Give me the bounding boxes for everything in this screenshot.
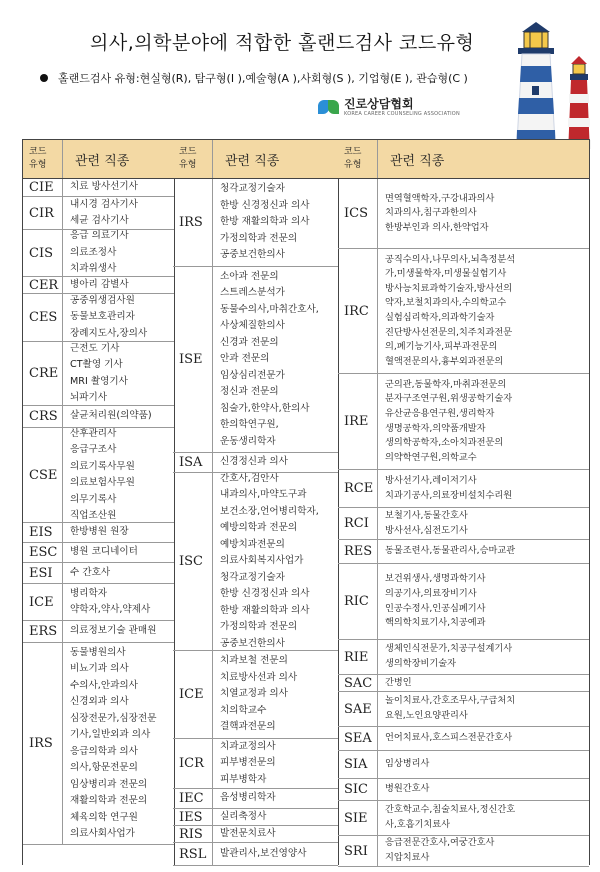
holland-code: CIR [23,197,63,229]
job-line: 응급의학과 의사 [70,745,138,757]
job-line: 신경외과 의사 [70,696,129,707]
table-row [173,826,338,843]
holland-code: RES [338,540,378,563]
holland-code: ISC [173,473,213,650]
table-row [23,277,174,294]
holland-legend [40,70,468,86]
table-row [173,179,338,267]
job-line: 분자구조연구원,위생공학기술자 [385,393,513,405]
job-line: 공중보건한의사 [220,249,285,261]
job-line: 스트레스분석가 [220,287,285,299]
related-jobs [213,267,338,452]
job-line: 병원 코디네이터 [70,546,138,558]
job-line: 동물조련사,동물관리사,승마교관 [385,545,516,557]
related-jobs [63,294,174,341]
related-jobs [378,374,589,469]
holland-code: ICE [23,584,63,620]
job-line: 한방 신경정신과 의사 [220,199,310,211]
job-line: 공직수의사,나무의사,뇌측정분석 [385,253,516,265]
job-line: 피부병학자 [220,773,267,785]
table-row [338,801,589,836]
job-line: 생의학공학자,소아치과전문의 [385,437,504,449]
table-row [173,473,338,651]
job-line: 의약학연구원,의학교수 [385,451,477,463]
table-row [338,540,589,564]
header-code [173,140,213,178]
job-line: 발전문치료사 [220,827,276,839]
header-code [338,140,378,178]
job-line: 사상체질한의사 [220,320,285,332]
table-column-2 [173,139,339,865]
job-line: 정신과 전문의 [220,386,279,398]
holland-code: ICS [338,179,378,248]
related-jobs [378,640,589,674]
job-line: 공중위생검사원 [70,294,135,306]
job-line: 사,호흡기치료사 [385,819,451,830]
holland-code: SAE [338,692,378,726]
job-line: 임상심리전문가 [220,369,285,381]
related-jobs [378,801,589,835]
holland-code: SIA [338,751,378,778]
header-code-line2: 유형 [179,160,197,170]
table-row [23,584,174,621]
holland-code: IRS [23,643,63,844]
related-jobs [213,843,338,865]
job-line: 장례지도사,장의사 [70,327,148,339]
table-row [23,543,174,563]
holland-code: IRE [338,374,378,469]
job-line: 피부병전문의 [220,757,276,769]
job-line: 의,폐기능기사,피부과전문의 [385,341,498,353]
table-row [23,621,174,643]
related-jobs [378,727,589,750]
job-line: 내시경 검사기사 [70,198,138,210]
related-jobs [213,809,338,825]
job-line: 유산균응용연구원,생리학자 [385,407,495,419]
related-jobs [63,406,174,427]
holland-code: RCE [338,470,378,507]
related-jobs [213,739,338,788]
header-jobs: 관련 직종 [390,153,445,169]
job-line: 핵의학치료기사,치공예과 [385,617,486,629]
job-line: 한방 재활의학과 의사 [220,216,310,228]
job-line: 운동생리학자 [220,435,276,447]
job-line: 인공수정사,인공심폐기사 [385,602,486,614]
job-line: 세균 검사기사 [70,215,129,226]
job-line: 치료 방사선기사 [70,181,138,193]
job-line: 생의학장비기술자 [385,658,457,669]
job-line: 치과기공사,의료장비설치수리원 [385,489,513,501]
job-line: 놀이치료사,간호조무사,구급처치 [385,695,516,707]
table-row [338,508,589,540]
job-line: 실험심리학자,의과학기술자 [385,312,495,323]
job-line: 재활의학과 전문의 [70,795,148,806]
table-row [338,249,589,374]
job-line: 치료방사선과 의사 [220,671,298,683]
job-line: 예방치과전문의 [220,538,285,550]
related-jobs [378,692,589,726]
holland-code: EIS [23,523,63,542]
job-line: 의료사회복지사업가 [220,555,304,567]
table-row [338,692,589,727]
job-line: 응급구조사 [70,444,117,455]
related-jobs [63,643,174,844]
job-line: 산후관리사 [70,428,117,439]
logo-name: 진로상담협회 [344,96,414,111]
job-line: 청각교정기술자 [220,571,285,583]
related-jobs [213,453,338,472]
related-jobs [378,508,589,539]
related-jobs [378,751,589,778]
header-jobs: 관련 직종 [225,153,280,169]
job-line: 기사,일반외과 의사 [70,729,151,740]
table-row [23,294,174,342]
job-line: 치과의사,침구과한의사 [385,207,477,219]
job-line: 동물수의사,마취간호사, [220,303,319,315]
job-line: 보건위생사,생명과학기사 [385,573,486,585]
table-column-3 [338,139,590,865]
job-line: 응급전문간호사,여궁간호사 [385,837,495,849]
table-row [23,428,174,523]
table-row [23,643,174,845]
job-line: 의사,항문전문의 [70,762,138,773]
job-line: 임상병리사 [385,758,430,770]
table-row [173,809,338,826]
job-line: 살균처리원(의약품) [70,410,152,422]
holland-code: SEA [338,727,378,750]
code-tables [22,139,589,864]
job-line: 치과위생사 [70,263,117,275]
related-jobs [378,249,589,373]
table-column-1 [22,139,175,865]
related-jobs [213,826,338,842]
job-line: 방사능치료과학기술자,방사선의 [385,282,513,294]
job-line: 한방병원 원장 [70,526,129,538]
job-line: 혈액전문의사,흉부외과전문의 [385,355,504,367]
table-row [23,230,174,277]
holland-code: SRI [338,836,378,866]
table-row [23,179,174,197]
table-row [173,843,338,866]
holland-code: CRE [23,342,63,405]
bullet-icon [40,74,48,82]
job-line: 안과 전문의 [220,353,270,365]
job-line: 근전도 기사 [70,342,120,354]
job-line: 요원,노인요양관리사 [385,710,468,721]
job-line: 비뇨기과 의사 [70,663,129,674]
table-row [173,453,338,473]
job-line: 방사선사,심전도기사 [385,524,468,536]
job-line: 예방의학과 전문의 [220,522,298,534]
job-line: 간병인 [385,676,412,688]
holland-code: ISE [173,267,213,452]
job-line: 간호사,검안사 [220,473,279,484]
job-line: 진단방사선전문의,치주치과전문 [385,326,513,338]
job-line: 언어치료사,호스피스전문간호사 [385,732,513,744]
job-line: 생체인식전문가,치공구설계기사 [385,643,513,655]
related-jobs [63,543,174,562]
job-line: 발관리사,보건영양사 [220,847,307,859]
table-row [23,563,174,584]
job-line: 신경정신과 의사 [220,456,288,468]
holland-code: CER [23,277,63,293]
holland-code: SIC [338,779,378,800]
job-line: 수 간호사 [70,566,111,578]
header-code-line2: 유형 [344,160,362,170]
job-line: 심장전문가,심장전문 [70,712,157,724]
related-jobs [213,473,338,650]
job-line: 치과교정의사 [220,740,276,752]
table-row [338,374,589,470]
table-row [23,342,174,406]
job-line: 한방 신경정신과 의사 [220,588,310,600]
job-line: 청각교정기술자 [220,183,285,195]
association-logo [318,96,460,118]
job-line: 치과보철 전문의 [220,655,288,667]
table-row [338,640,589,675]
job-line: 치열교정과 의사 [220,688,288,700]
job-line: 한의학연구원, [220,419,279,431]
related-jobs [63,342,174,405]
job-line: 실리축정사 [220,810,267,822]
job-line: 공중보건한의사 [220,637,285,649]
job-line: 직업조산원 [70,510,117,521]
holland-code: IRC [338,249,378,373]
job-line: 의공기사,의료장비기사 [385,587,477,599]
header-code-line1: 코드 [344,147,362,157]
related-jobs [378,179,589,248]
holland-code: CES [23,294,63,341]
header-code [23,140,63,178]
related-jobs [378,564,589,639]
holland-code: IEC [173,789,213,808]
related-jobs [63,428,174,522]
table-row [338,564,589,640]
job-line: 약자,보철치과의사,수의학교수 [385,297,507,309]
holland-code: CSE [23,428,63,522]
job-line: 가정의학과 전문의 [220,621,298,633]
job-line: 신경과 전문의 [220,336,279,348]
header-code-line2: 유형 [29,160,47,170]
table-row [173,651,338,739]
table-row [23,197,174,230]
page-title: 의사,의학분야에 적합한 홀랜드검사 코드유형 [90,32,475,54]
logo-mark-icon [318,96,340,118]
logo-subtitle: KOREA CAREER COUNSELING ASSOCIATION [344,110,460,117]
job-line: 의료보험사무원 [70,477,135,488]
table-header [23,140,174,179]
job-line: 임상병리과 전문의 [70,778,148,790]
job-line: 병아리 감별사 [70,278,129,290]
table-row [23,523,174,543]
job-line: 병리학자 [70,587,108,599]
job-line: 한방 재활의학과 의사 [220,604,310,616]
job-line: 가,미생물학자,미생물실험기사 [385,268,507,280]
job-line: 지압치료사 [385,852,430,863]
holland-code: RIC [338,564,378,639]
table-row [338,727,589,751]
job-line: 내과의사,마약도구과 [220,489,307,501]
table-row [338,751,589,779]
related-jobs [378,779,589,800]
job-line: 의무기록사 [70,493,117,505]
table-row [173,789,338,809]
holland-code: SAC [338,675,378,691]
holland-code: CRS [23,406,63,427]
holland-code: CIS [23,230,63,276]
job-line: 소아과 전문의 [220,270,279,282]
holland-code: SIE [338,801,378,835]
table-row [173,267,338,453]
holland-code: ICR [173,739,213,788]
job-line: 한방부인과 의사,한약업자 [385,221,489,233]
job-line: 보건소장,언어병리학자, [220,505,319,517]
related-jobs [378,836,589,866]
holland-code: CIE [23,179,63,196]
related-jobs [213,789,338,808]
job-line: 의료사회사업가 [70,828,135,839]
job-line: 가정의학과 전문의 [220,232,298,244]
table-row [338,470,589,508]
job-line: 보철기사,동물간호사 [385,509,468,521]
table-row [23,406,174,428]
job-line: 치의학교수 [220,704,267,716]
job-line: 동물보호관리자 [70,311,135,323]
related-jobs [378,540,589,563]
job-line: 병원간호사 [385,783,430,795]
holland-code: ICE [173,651,213,738]
holland-code: RCI [338,508,378,539]
related-jobs [378,470,589,507]
job-line: 수의사,안과의사 [70,679,138,691]
related-jobs [63,621,174,642]
table-row [173,739,338,789]
related-jobs [63,197,174,229]
related-jobs [378,675,589,691]
job-line: 음성병리학자 [220,792,276,804]
holland-code: ESI [23,563,63,583]
job-line: 약학자,약사,약제사 [70,604,151,615]
job-line: CT촬영 기사 [70,359,123,370]
holland-code: RSL [173,843,213,865]
table-header [173,140,338,179]
header-jobs: 관련 직종 [75,153,130,169]
job-line: 생명공학자,의약품개발자 [385,422,486,434]
holland-code: IRS [173,179,213,266]
job-line: MRI 촬영기사 [70,375,128,387]
holland-code: RIS [173,826,213,842]
job-line: 뇌파기사 [70,392,108,403]
related-jobs [213,179,338,266]
job-line: 결핵과전문의 [220,721,276,733]
table-row [338,836,589,867]
related-jobs [213,651,338,738]
job-line: 간호학교수,침술치료사,정신간호 [385,804,516,816]
related-jobs [63,584,174,620]
holland-code: ISA [173,453,213,472]
related-jobs [63,230,174,276]
job-line: 방사선기사,레이저기사 [385,474,477,486]
job-line: 동물병원의사 [70,646,126,658]
holland-code: ERS [23,621,63,642]
table-row [338,675,589,692]
related-jobs [63,563,174,583]
job-line: 침술가,한약사,한의사 [220,402,310,414]
job-line: 체육의학 연구원 [70,811,138,823]
related-jobs [63,179,174,196]
table-row [338,779,589,801]
job-line: 의료조정사 [70,246,117,258]
job-line: 응급 의료기사 [70,230,129,242]
job-line: 군의관,동물학자,마취과전문의 [385,378,507,390]
header-code-line1: 코드 [29,147,47,157]
job-line: 면역혈액학자,구강내과의사 [385,192,495,204]
table-header [338,140,589,179]
job-line: 의료정보기술 관매원 [70,625,157,637]
header-code-line1: 코드 [179,147,197,157]
holland-code: RIE [338,640,378,674]
related-jobs [63,523,174,542]
related-jobs [63,277,174,293]
table-row [338,179,589,249]
legend-text: 홀랜드검사 유형:현실형(R), 탐구형(I ),예술형(A ),사회형(S ), 기업형(E ), 관습형(C ) [58,72,468,85]
holland-code: IES [173,809,213,825]
job-line: 의료기록사무원 [70,460,135,472]
holland-code: ESC [23,543,63,562]
